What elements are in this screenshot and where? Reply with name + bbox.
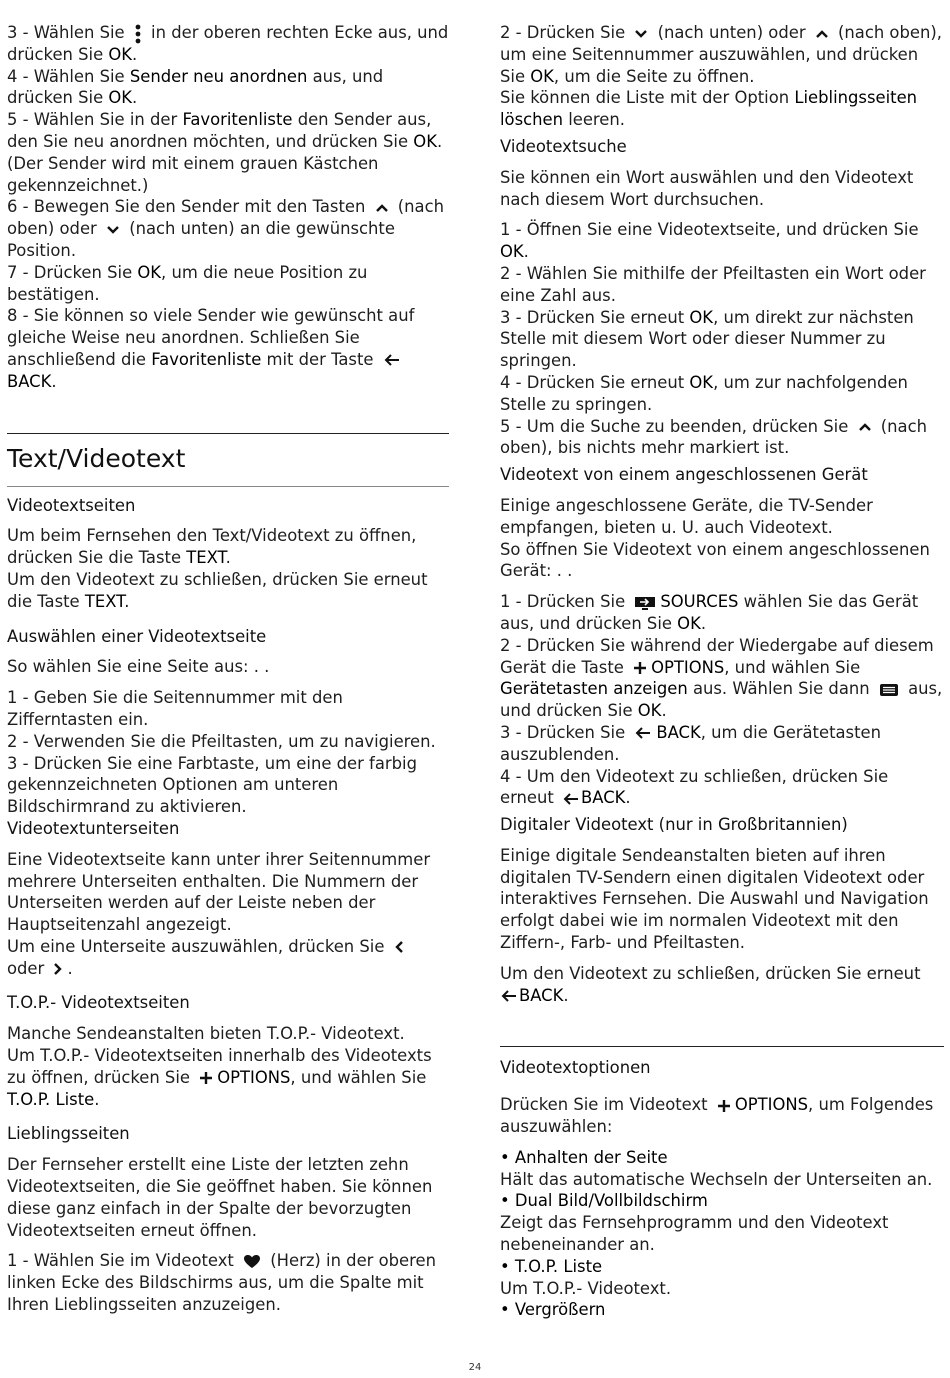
section-title: Text/Videotext <box>7 433 449 487</box>
paragraph: Eine Videotextseite kann unter ihrer Seitennummer mehrere Unterseiten enthalten. Die Nummern der Unterseiten werden auf der Leiste neben der Hauptseitenzahl angezeigt. <box>7 849 431 935</box>
heading-top: T.O.P.- Videotextseiten <box>7 993 190 1013</box>
step-1: 1 - Geben Sie die Seitennummer mit den Zifferntasten ein. <box>7 688 343 729</box>
step-3: 3 - Wählen Sie in der oberen rechten Ecke aus, und drücken Sie OK. <box>7 23 449 64</box>
divider <box>500 1046 944 1047</box>
paragraph: Einige digitale Sendeanstalten bieten auf ihren digitalen TV-Sendern einen digitalen Videotext oder interaktives Fernsehen. Die Auswahl und Navigation erfolgt dabei wie im normalen Videotext mit den Ziffern-, Farb- und Pfeiltasten. <box>500 845 929 953</box>
more-vertical-icon <box>134 24 142 44</box>
plus-icon <box>717 1099 731 1113</box>
page-number: 24 <box>468 1362 482 1373</box>
back-arrow-icon <box>562 792 580 806</box>
chevron-up-icon <box>375 203 389 213</box>
paragraph: Um den Videotext zu schließen, drücken Sie erneut BACK. <box>500 963 921 1005</box>
heading-auswaehlen: Auswählen einer Videotextseite <box>7 626 267 646</box>
step-2: 2 - Drücken Sie während der Wiedergabe auf diesem Gerät die Taste OPTIONS, und wählen Sie Gerätetasten anzeigen aus. Wählen Sie dann aus, und drücken Sie OK. <box>500 635 943 721</box>
back-arrow-icon <box>634 726 652 740</box>
back-arrow-icon <box>500 989 518 1003</box>
step-1: 1 - Öffnen Sie eine Videotextseite, und drücken Sie OK. <box>500 220 919 262</box>
plus-icon <box>633 661 647 675</box>
list-item-title: • Dual Bild/Vollbildschirm <box>500 1191 708 1211</box>
paragraph: Der Fernseher erstellt eine Liste der letzten zehn Videotextseiten, die Sie geöffnet haben. Sie können diese ganz einfach in der Spalte der bevorzugten Videotextseiten erneut öffnen. <box>7 1155 433 1240</box>
paragraph: Um beim Fernsehen den Text/Videotext zu öffnen, drücken Sie die Taste TEXT. <box>7 526 417 568</box>
step-2: 2 - Drücken Sie (nach unten) oder (nach oben), um eine Seitennummer auszuwählen, und drücken Sie OK, um die Seite zu öffnen. <box>500 23 942 86</box>
paragraph: So wählen Sie eine Seite aus: . . <box>7 657 270 677</box>
heading-suche: Videotextsuche <box>500 136 627 156</box>
heading-geraet: Videotext von einem angeschlossenen Gerät <box>500 465 868 485</box>
step-5: 5 - Um die Suche zu beenden, drücken Sie (nach oben), bis nichts mehr markiert ist. <box>500 416 927 458</box>
chevron-down-icon <box>106 225 120 235</box>
back-arrow-icon <box>383 353 401 367</box>
step-4: 4 - Wählen Sie Sender neu anordnen aus, und drücken Sie OK. <box>7 66 384 108</box>
heading-videotextseiten: Videotextseiten <box>7 495 136 515</box>
right-column <box>500 22 944 1321</box>
heading-lieblingsseiten: Lieblingsseiten <box>7 1124 130 1144</box>
heading-unterseiten: Videotextunterseiten <box>7 818 180 838</box>
plus-icon <box>199 1071 213 1085</box>
paragraph: So öffnen Sie Videotext von einem angeschlossenen Gerät: . . <box>500 539 930 581</box>
options-list <box>500 1147 944 1321</box>
step-3: 3 - Drücken Sie erneut OK, um direkt zur nächsten Stelle mit diesem Wort oder dieser Nummer zu springen. <box>500 307 914 371</box>
heading-optionen: Videotextoptionen <box>500 1058 651 1078</box>
step-6: 6 - Bewegen Sie den Sender mit den Tasten (nach oben) oder (nach unten) an die gewünschte Position. <box>7 197 444 260</box>
chevron-right-icon <box>53 962 63 976</box>
step-5: 5 - Wählen Sie in der Favoritenliste den Sender aus, den Sie neu anordnen möchten, und drücken Sie OK. (Der Sender wird mit einem grauen Kästchen gekennzeichnet.) <box>7 110 443 195</box>
paragraph: Um eine Unterseite auszuwählen, drücken Sie oder . <box>7 936 449 980</box>
list-item-desc: Hält das automatische Wechseln der Unterseiten an. <box>500 1169 933 1189</box>
step-4: 4 - Um den Videotext zu schließen, drücken Sie erneut BACK. <box>500 766 889 808</box>
list-item-desc: Um T.O.P.- Videotext. <box>500 1278 672 1298</box>
step-2: 2 - Wählen Sie mithilfe der Pfeiltasten ein Wort oder eine Zahl aus. <box>500 263 926 305</box>
list-item-title: • Vergrößern <box>500 1300 606 1320</box>
step-4: 4 - Drücken Sie erneut OK, um zur nachfolgenden Stelle zu springen. <box>500 372 908 414</box>
step-3: 3 - Drücken Sie eine Farbtaste, um eine der farbig gekennzeichneten Optionen am unteren Bildschirmrand zu aktivieren. <box>7 753 417 817</box>
paragraph: Um den Videotext zu schließen, drücken Sie erneut die Taste TEXT. <box>7 569 428 611</box>
sources-icon <box>634 596 656 610</box>
paragraph: Manche Sendeanstalten bieten T.O.P.- Videotext. <box>7 1024 405 1044</box>
keypad-icon <box>879 683 899 697</box>
list-item-desc: Zeigt das Fernsehprogramm und den Videotext nebeneinander an. <box>500 1213 889 1255</box>
step-1: 1 - Wählen Sie im Videotext (Herz) in der oberen linken Ecke des Bildschirms aus, um die Spalte mit Ihren Lieblingsseiten anzuzeigen. <box>7 1251 436 1315</box>
paragraph: Sie können die Liste mit der Option Lieblingsseiten löschen leeren. <box>500 88 918 130</box>
chevron-down-icon <box>634 29 648 39</box>
step-8: 8 - Sie können so viele Sender wie gewünscht auf gleiche Weise neu anordnen. Schließen Sie anschließend die Favoritenliste mit der Taste BACK. <box>7 306 415 391</box>
chevron-up-icon <box>815 29 829 39</box>
heading-digital: Digitaler Videotext (nur in Großbritannien) <box>500 815 848 835</box>
heart-icon <box>243 1254 261 1269</box>
chevron-left-icon <box>394 940 404 954</box>
step-2: 2 - Verwenden Sie die Pfeiltasten, um zu navigieren. <box>7 731 436 751</box>
step-7: 7 - Drücken Sie OK, um die neue Position zu bestätigen. <box>7 262 368 304</box>
step-1: 1 - Drücken Sie SOURCES wählen Sie das Gerät aus, und drücken Sie OK. <box>500 592 919 633</box>
list-item-title: • Anhalten der Seite <box>500 1147 668 1167</box>
paragraph: Um T.O.P.- Videotextseiten innerhalb des Videotexts zu öffnen, drücken Sie OPTIONS, und wählen Sie T.O.P. Liste. <box>7 1046 432 1109</box>
paragraph: Einige angeschlossene Geräte, die TV-Sender empfangen, bieten u. U. auch Videotext. <box>500 495 873 537</box>
step-3: 3 - Drücken Sie BACK, um die Gerätetasten auszublenden. <box>500 722 881 764</box>
list-item-title: • T.O.P. Liste <box>500 1256 603 1276</box>
left-column <box>7 22 449 1316</box>
paragraph: Sie können ein Wort auswählen und den Videotext nach diesem Wort durchsuchen. <box>500 167 914 209</box>
chevron-up-icon <box>858 422 872 432</box>
paragraph: Drücken Sie im Videotext OPTIONS, um Folgendes auszuwählen: <box>500 1095 934 1137</box>
